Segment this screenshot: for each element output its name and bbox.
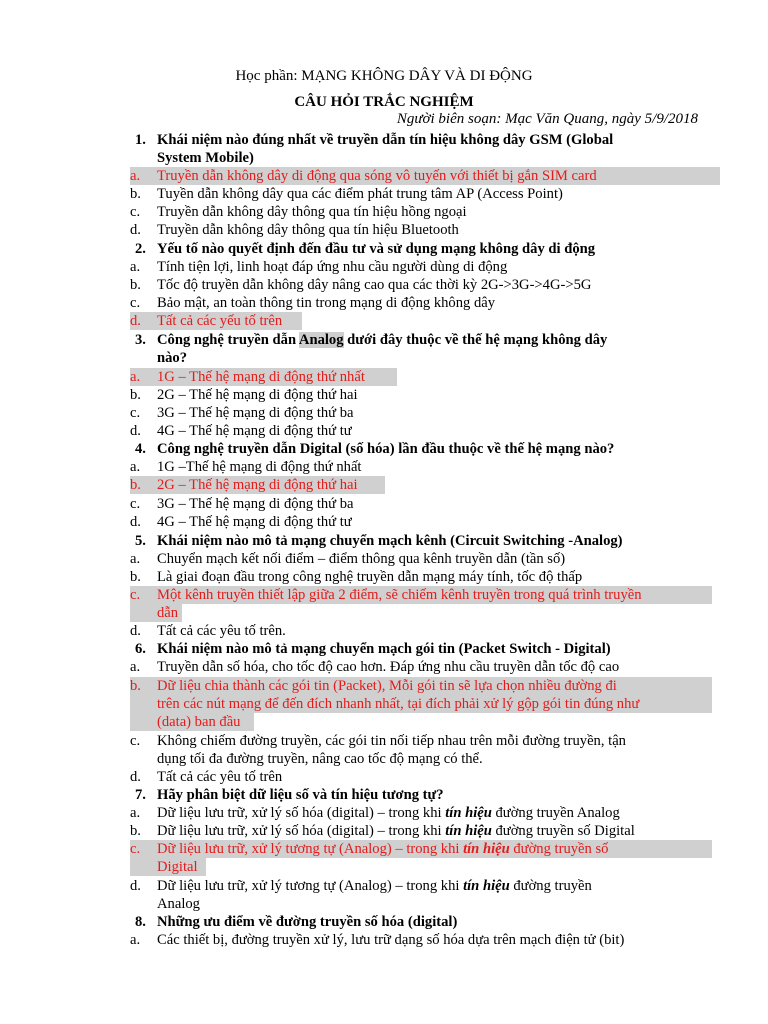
answer-text bbox=[157, 840, 712, 858]
answer-letter: a. bbox=[130, 932, 141, 948]
answer-7b bbox=[130, 822, 720, 840]
answer-1c bbox=[130, 203, 720, 221]
question-text: Khái niệm nào đúng nhất về truyền dẫn tín hiệu không dây GSM (Global bbox=[157, 132, 614, 148]
answer-4b bbox=[130, 476, 385, 494]
answer-text: Tất cả các yêu tố trên. bbox=[157, 623, 286, 639]
question-4 bbox=[130, 440, 720, 458]
answer-letter: a. bbox=[130, 551, 141, 567]
answer-letter: a. bbox=[130, 369, 141, 385]
answer-letter: b. bbox=[130, 477, 141, 493]
question-3-cont bbox=[130, 349, 720, 367]
answer-text: Digital bbox=[157, 859, 198, 875]
emphasis-text: tín hiệu bbox=[463, 841, 510, 857]
answer-4d bbox=[130, 513, 720, 531]
answer-letter: a. bbox=[130, 805, 141, 821]
answer-text: Truyền dẫn không dây thông qua tín hiệu hồng ngoại bbox=[157, 204, 467, 220]
emphasis-text: tín hiệu bbox=[445, 823, 492, 839]
answer-text-part: đường truyền bbox=[509, 878, 592, 894]
answer-4c bbox=[130, 495, 720, 513]
question-text: Hãy phân biệt dữ liệu số và tín hiệu tương tự? bbox=[157, 787, 444, 803]
answer-text: dụng tối đa đường truyền, nâng cao tốc độ mạng có thể. bbox=[157, 751, 483, 767]
answer-text: 1G –Thế hệ mạng di động thứ nhất bbox=[157, 459, 362, 475]
answer-text: Truyền dẫn số hóa, cho tốc độ cao hơn. Đáp ứng nhu cầu truyền dẫn tốc độ cao bbox=[157, 659, 620, 675]
answer-text: Bảo mật, an toàn thông tin trong mạng di động không dây bbox=[157, 295, 496, 311]
answer-letter: a. bbox=[130, 259, 141, 275]
answer-1d bbox=[130, 221, 720, 239]
answer-7a bbox=[130, 804, 720, 822]
author-line: Người biên soạn: Mạc Văn Quang, ngày 5/9/2018 bbox=[396, 111, 698, 127]
answer-text bbox=[157, 877, 720, 895]
answer-8a bbox=[130, 931, 720, 949]
answer-text: 1G – Thế hệ mạng di động thứ nhất bbox=[157, 369, 365, 385]
question-number: 2. bbox=[135, 241, 146, 257]
answer-text bbox=[157, 822, 720, 840]
answer-letter: c. bbox=[130, 733, 141, 749]
answer-text-part: Dữ liệu lưu trữ, xử lý số hóa (digital) – trong khi bbox=[157, 823, 446, 839]
answer-letter: d. bbox=[130, 423, 141, 439]
answer-letter: d. bbox=[130, 514, 141, 530]
question-text-part: Công nghệ truyền dẫn bbox=[157, 332, 299, 348]
answer-text: Truyền dẫn không dây di động qua sóng vô tuyến với thiết bị gắn SIM card bbox=[157, 168, 597, 184]
answer-text: Không chiếm đường truyền, các gói tin nối tiếp nhau trên mỗi đường truyền, tận bbox=[157, 733, 626, 749]
answer-letter: a. bbox=[130, 459, 141, 475]
answer-text: 4G – Thế hệ mạng di động thứ tư bbox=[157, 514, 352, 530]
answer-letter: d. bbox=[130, 222, 141, 238]
answer-letter: b. bbox=[130, 277, 141, 293]
answer-letter: d. bbox=[130, 878, 141, 894]
answer-text: Tính tiện lợi, linh hoạt đáp ứng nhu cầu người dùng di động bbox=[157, 259, 508, 275]
answer-5c bbox=[130, 586, 712, 604]
answer-text: Các thiết bị, đường truyền xử lý, lưu trữ dạng số hóa dựa trên mạch điện tử (bit) bbox=[157, 932, 625, 948]
answer-7c-cont bbox=[130, 858, 206, 876]
answer-text: (data) ban đầu bbox=[157, 714, 241, 730]
answer-letter: b. bbox=[130, 186, 141, 202]
question-number: 1. bbox=[135, 132, 146, 148]
answer-2d bbox=[130, 312, 302, 330]
question-text: Công nghệ truyền dẫn Digital (số hóa) lần đầu thuộc về thế hệ mạng nào? bbox=[157, 441, 615, 457]
answer-2b bbox=[130, 276, 720, 294]
page-title: CÂU HỎI TRẮC NGHIỆM bbox=[294, 94, 474, 110]
answer-letter: d. bbox=[130, 313, 141, 329]
answer-text: 4G – Thế hệ mạng di động thứ tư bbox=[157, 423, 352, 439]
answer-4a bbox=[130, 458, 720, 476]
answer-text: trên các nút mạng để đến đích nhanh nhất, tại đích phải xử lý gộp gói tin đúng như bbox=[157, 696, 640, 712]
answer-letter: c. bbox=[130, 496, 141, 512]
answer-text-part: đường truyền số bbox=[509, 841, 609, 857]
answer-letter: a. bbox=[130, 168, 141, 184]
answer-text-part: đường truyền số Digital bbox=[491, 823, 635, 839]
question-number: 7. bbox=[135, 787, 146, 803]
question-1-cont bbox=[130, 149, 720, 167]
question-1 bbox=[130, 131, 720, 149]
question-number: 5. bbox=[135, 533, 146, 549]
answer-text-part: Dữ liệu lưu trữ, xử lý tương tự (Analog) – trong khi bbox=[157, 841, 464, 857]
answer-letter: b. bbox=[130, 823, 141, 839]
answer-7d bbox=[130, 877, 720, 895]
answer-text: dẫn bbox=[157, 605, 179, 621]
question-text-part: dưới đây thuộc về thế hệ mạng không dây bbox=[343, 332, 608, 348]
question-7 bbox=[130, 786, 720, 804]
answer-text: 2G – Thế hệ mạng di động thứ hai bbox=[157, 477, 358, 493]
answer-5a bbox=[130, 550, 720, 568]
question-number: 4. bbox=[135, 441, 146, 457]
emphasis-text: tín hiệu bbox=[463, 878, 510, 894]
question-text bbox=[157, 331, 720, 349]
answer-letter: d. bbox=[130, 623, 141, 639]
highlighted-term: Analog bbox=[298, 332, 344, 348]
question-3 bbox=[130, 331, 720, 349]
question-2 bbox=[130, 240, 720, 258]
answer-3c bbox=[130, 404, 720, 422]
answer-text: Analog bbox=[157, 896, 200, 912]
answer-6c bbox=[130, 732, 720, 750]
answer-letter: b. bbox=[130, 678, 141, 694]
answer-6d bbox=[130, 768, 720, 786]
question-text: Khái niệm nào mô tả mạng chuyển mạch kênh (Circuit Switching -Analog) bbox=[157, 533, 623, 549]
question-8 bbox=[130, 913, 720, 931]
answer-text: 2G – Thế hệ mạng di động thứ hai bbox=[157, 387, 358, 403]
answer-text-part: Dữ liệu lưu trữ, xử lý tương tự (Analog) – trong khi bbox=[157, 878, 464, 894]
question-6 bbox=[130, 640, 720, 658]
question-text: nào? bbox=[157, 350, 188, 366]
answer-text: Là giai đoạn đầu trong công nghệ truyền dẫn mạng máy tính, tốc độ thấp bbox=[157, 569, 583, 585]
answer-letter: c. bbox=[130, 295, 141, 311]
answer-text-part: Dữ liệu lưu trữ, xử lý số hóa (digital) – trong khi bbox=[157, 805, 446, 821]
answer-letter: c. bbox=[130, 204, 141, 220]
answer-letter: a. bbox=[130, 659, 141, 675]
answer-letter: b. bbox=[130, 387, 141, 403]
question-text: Yếu tố nào quyết định đến đầu tư và sử dụng mạng không dây di động bbox=[157, 241, 596, 257]
answer-text: Tốc độ truyền dẫn không dây nâng cao qua các thời kỳ 2G->3G->4G->5G bbox=[157, 277, 592, 293]
answer-7c bbox=[130, 840, 712, 858]
answer-5c-cont bbox=[130, 604, 182, 622]
answer-text: 3G – Thế hệ mạng di động thứ ba bbox=[157, 496, 354, 512]
answer-5b bbox=[130, 568, 720, 586]
answer-6b-cont bbox=[130, 695, 712, 713]
answer-1a bbox=[130, 167, 720, 185]
answer-text: 3G – Thế hệ mạng di động thứ ba bbox=[157, 405, 354, 421]
answer-text: Tất cả các yêu tố trên bbox=[157, 769, 283, 785]
answer-letter: d. bbox=[130, 769, 141, 785]
answer-6c-cont bbox=[130, 750, 720, 768]
answer-letter: b. bbox=[130, 569, 141, 585]
answer-letter: c. bbox=[130, 405, 141, 421]
answer-3b bbox=[130, 386, 720, 404]
answer-text: Tất cả các yếu tố trên bbox=[157, 313, 283, 329]
answer-text: Chuyển mạch kết nối điểm – điểm thông qua kênh truyền dẫn (tần số) bbox=[157, 551, 566, 567]
answer-2a bbox=[130, 258, 720, 276]
emphasis-text: tín hiệu bbox=[445, 805, 492, 821]
answer-1b bbox=[130, 185, 720, 203]
answer-text bbox=[157, 804, 720, 822]
question-text: Những ưu điểm về đường truyền số hóa (digital) bbox=[157, 914, 458, 930]
answer-text: Dữ liệu chia thành các gói tin (Packet), Mỗi gói tin sẽ lựa chọn nhiều đường đi bbox=[157, 678, 617, 694]
question-number: 3. bbox=[135, 332, 146, 348]
question-text: Khái niệm nào mô tả mạng chuyển mạch gói tin (Packet Switch - Digital) bbox=[157, 641, 611, 657]
answer-5d bbox=[130, 622, 720, 640]
question-number: 6. bbox=[135, 641, 146, 657]
question-text: System Mobile) bbox=[157, 150, 254, 166]
answer-6a bbox=[130, 658, 720, 676]
answer-letter: c. bbox=[130, 841, 141, 857]
answer-text: Tuyền dẫn không dây qua các điểm phát trung tâm AP (Access Point) bbox=[157, 186, 563, 202]
answer-3d bbox=[130, 422, 720, 440]
answer-text-part: đường truyền Analog bbox=[491, 805, 620, 821]
course-title: Học phần: MẠNG KHÔNG DÂY VÀ DI ĐỘNG bbox=[235, 68, 533, 84]
question-5 bbox=[130, 532, 720, 550]
answer-text: Một kênh truyền thiết lập giữa 2 điểm, sẽ chiếm kênh truyền trong quá trình truyền bbox=[157, 587, 642, 603]
answer-6b-cont-2 bbox=[130, 713, 254, 731]
answer-text: Truyền dẫn không dây thông qua tín hiệu Bluetooth bbox=[157, 222, 459, 238]
answer-2c bbox=[130, 294, 720, 312]
question-number: 8. bbox=[135, 914, 146, 930]
answer-6b bbox=[130, 677, 712, 695]
answer-3a bbox=[130, 368, 397, 386]
answer-7d-cont bbox=[130, 895, 720, 913]
answer-letter: c. bbox=[130, 587, 141, 603]
